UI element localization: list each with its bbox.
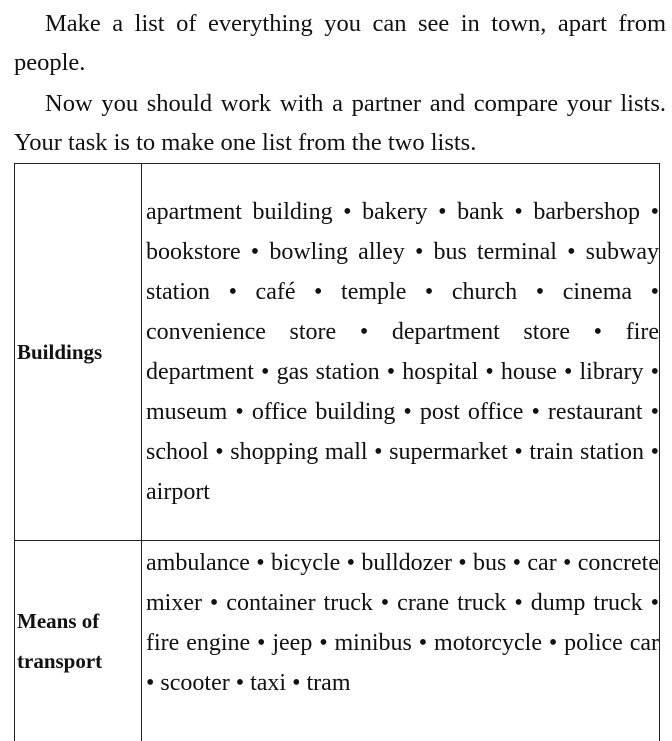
row-header-transport — [15, 541, 142, 741]
row-header-buildings: Buildings — [15, 164, 142, 541]
row-header-transport-line1: Means of — [17, 609, 99, 633]
table-row — [15, 541, 660, 741]
buildings-list: apartment building • bakery • bank • barbershop • bookstore • bowling alley • bus terminal • subway station • café • temple • church • cinema • convenience store • department store • fire department • gas station • hospital • house • library • museum • office building • post office • restaurant • school • shopping mall • supermarket • train station • airport — [142, 164, 660, 541]
instruction-paragraph-2: Now you should work with a partner and compare your lists. Your task is to make one list from the two lists. — [14, 84, 666, 162]
transport-list: ambulance • bicycle • bulldozer • bus • car • concrete mixer • container truck • crane truck • dump truck • fire engine • jeep • minibus • motorcycle • police car • scooter • taxi • tram — [142, 541, 660, 741]
instruction-paragraph-1: Make a list of everything you can see in town, apart from people. — [14, 4, 666, 82]
vocabulary-table — [14, 163, 660, 741]
table-row — [15, 164, 660, 541]
row-header-transport-line2: transport — [17, 649, 102, 673]
